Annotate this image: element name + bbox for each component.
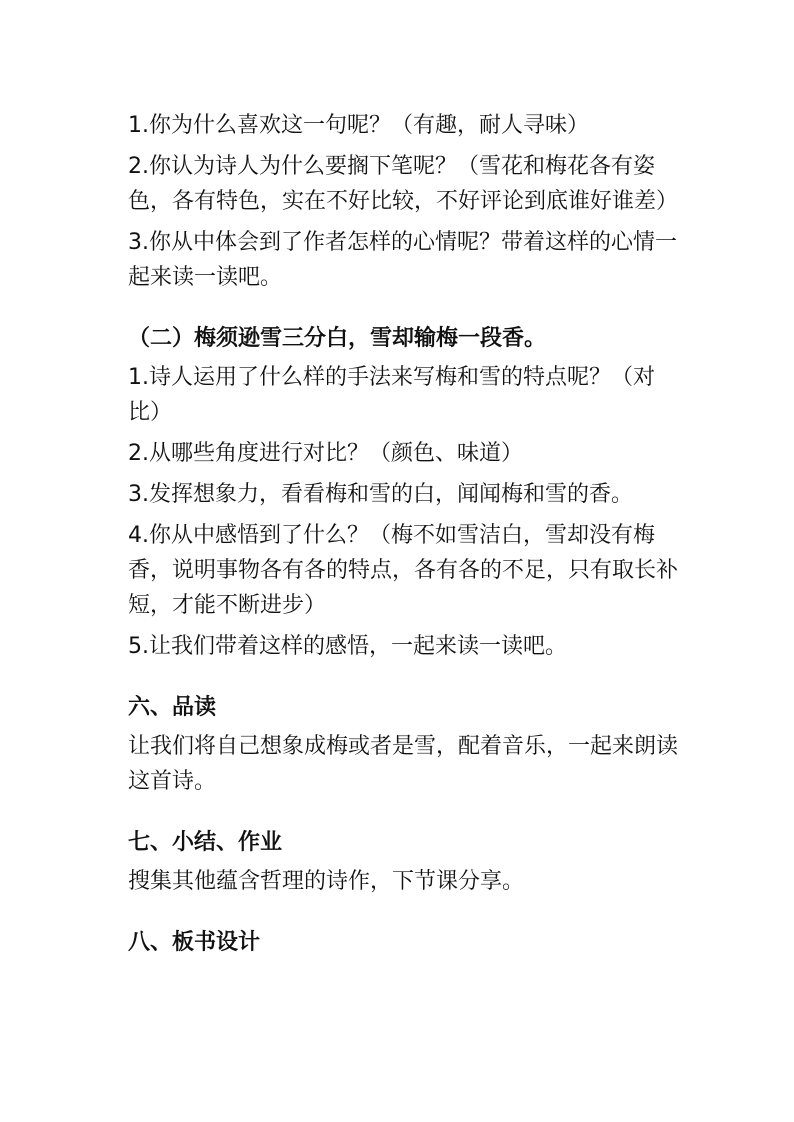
section-2-question-2: 2.从哪些角度进行对比？（颜色、味道） xyxy=(128,441,523,466)
section-2-question-3: 3.发挥想象力，看看梅和雪的白，闻闻梅和雪的香。 xyxy=(128,482,633,507)
section-2-question-4-line-3: 短，才能不断进步） xyxy=(128,593,327,618)
question-3-line-1: 3.你从中体会到了作者怎样的心情呢？带着这样的心情一 xyxy=(128,230,677,255)
section-2-question-4-line-1: 4.你从中感悟到了什么？（梅不如雪洁白，雪却没有梅 xyxy=(128,523,655,548)
section-6-text-line-2: 这首诗。 xyxy=(128,769,217,794)
section-7-heading: 七、小结、作业 xyxy=(128,830,283,855)
section-2-question-4-line-2: 香，说明事物各有各的特点，各有各的不足，只有取长补 xyxy=(128,558,679,583)
question-2-line-1: 2.你认为诗人为什么要搁下笔呢？（雪花和梅花各有姿 xyxy=(128,154,655,179)
section-2-heading: （二）梅须逊雪三分白，雪却输梅一段香。 xyxy=(128,326,547,351)
section-8-heading: 八、板书设计 xyxy=(128,930,261,955)
section-6-text-line-1: 让我们将自己想象成梅或者是雪，配着音乐，一起来朗读 xyxy=(128,734,679,759)
question-1: 1.你为什么喜欢这一句呢？（有趣，耐人寻味） xyxy=(128,113,589,138)
section-2-question-5: 5.让我们带着这样的感悟，一起来读一读吧。 xyxy=(128,634,567,659)
question-3-line-2: 起来读一读吧。 xyxy=(128,265,283,290)
section-2-question-1-line-1: 1.诗人运用了什么样的手法来写梅和雪的特点呢？（对 xyxy=(128,365,655,390)
section-2-question-1-line-2: 比） xyxy=(128,400,173,425)
section-6-heading: 六、品读 xyxy=(128,695,217,720)
section-7-text: 搜集其他蕴含哲理的诗作，下节课分享。 xyxy=(128,869,525,894)
question-2-line-2: 色，各有特色，实在不好比较，不好评论到底谁好谁差） xyxy=(128,189,679,214)
